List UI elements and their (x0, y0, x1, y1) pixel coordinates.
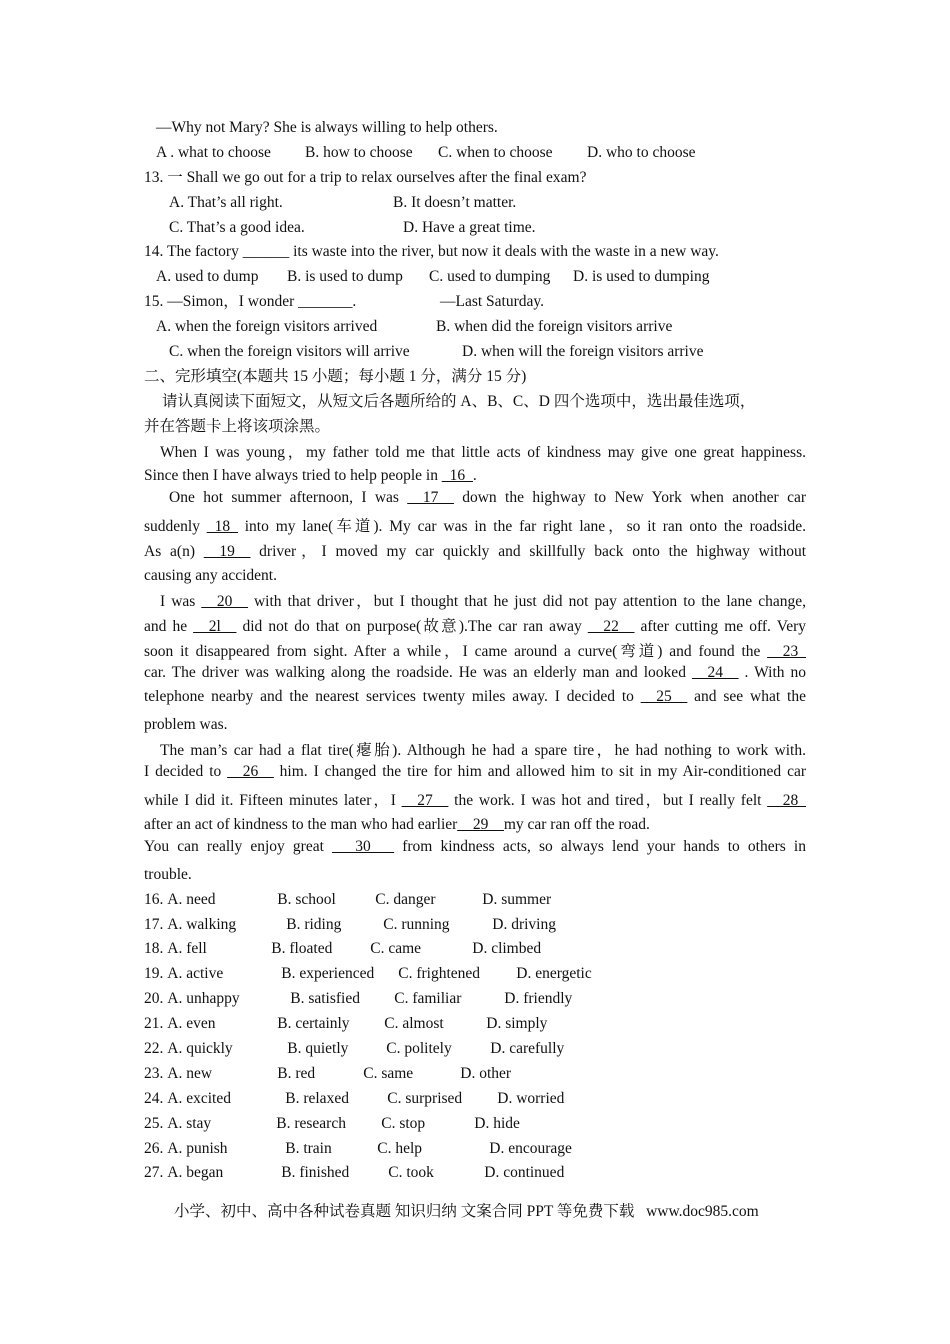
text: into my lane(车道). My car was in the far right lane，so it ran onto the roadside. (244, 518, 806, 536)
q13-options-row2 (144, 216, 806, 241)
option: A . what to choose (156, 143, 271, 161)
option: B. certainly (277, 1015, 350, 1033)
option: C. That’s a good idea. (169, 218, 305, 236)
option: B. satisfied (290, 990, 360, 1008)
q15-stem (144, 290, 806, 315)
option: B. floated (271, 940, 333, 958)
question-number: 26. (144, 1139, 164, 1157)
option: B. finished (281, 1164, 350, 1182)
blank-22: __22__ (587, 617, 635, 635)
text: down the highway to New York when another car (462, 489, 806, 507)
text: the work. I was hot and tired，but I really felt (454, 792, 762, 810)
option: D. worried (497, 1089, 565, 1107)
text: did not do that on purpose(故意).The car ran away (242, 617, 582, 635)
text: and he (144, 617, 188, 635)
option: D. carefully (490, 1039, 565, 1057)
blank-17: __17__ (407, 489, 454, 507)
option: D. driving (492, 915, 556, 933)
passage-line: The man’s car had a flat tire(瘪胎). Although he had a spare tire，he had nothing to work with. (160, 742, 806, 760)
q13-options-row1 (144, 191, 806, 216)
passage-line: causing any accident. (144, 567, 277, 585)
q14-stem: 14. The factory ______ its waste into the river, but now it deals with the waste in a new way. (144, 243, 719, 261)
question-row (144, 937, 806, 962)
option: C. when the foreign visitors will arrive (169, 343, 410, 361)
text: driver，I moved my car quickly and skillfully back onto the highway without (259, 543, 806, 561)
q15-answer: —Last Saturday. (440, 293, 545, 311)
passage-line (144, 589, 806, 614)
question-number: 17. (144, 915, 164, 933)
text: after an act of kindness to the man who had earlier (144, 815, 458, 833)
option: D. hide (474, 1114, 520, 1132)
passage-line (144, 664, 806, 689)
instruction-line: 请认真阅读下面短文，从短文后各题所给的 A、B、C、D 四个选项中，选出最佳选项， (162, 392, 756, 410)
option: D. simply (486, 1015, 548, 1033)
option: B. when did the foreign visitors arrive (436, 318, 673, 336)
option: C. familiar (394, 990, 462, 1008)
passage-line (144, 763, 806, 788)
passage-line (144, 688, 806, 713)
question-row (144, 1161, 806, 1186)
question-row (144, 888, 806, 913)
exam-page (144, 116, 806, 1186)
passage-line (144, 813, 806, 838)
footer (174, 1199, 759, 1221)
question-number: 16. (144, 890, 164, 908)
text: my car ran off the road. (503, 815, 650, 833)
text: You can really enjoy great (144, 837, 324, 855)
blank-25: __25__ (640, 688, 688, 706)
blank-28: __28_ (767, 792, 806, 810)
blank-24: __24__ (691, 663, 739, 681)
option: A. need (167, 890, 216, 908)
blank-23: __23_ (767, 642, 806, 660)
option: A. stay (167, 1114, 212, 1132)
option: A. quickly (167, 1039, 233, 1057)
blank-30: ___30___ (332, 837, 395, 855)
question-row (144, 962, 806, 987)
option: D. other (460, 1064, 512, 1082)
blank-26: __26__ (227, 763, 274, 781)
question-row (144, 1087, 806, 1112)
option: D. Have a great time. (403, 218, 536, 236)
option: C. came (370, 940, 422, 958)
question-row (144, 1037, 806, 1062)
blank-19: __19__ (203, 543, 251, 561)
option: A. fell (167, 940, 207, 958)
option: D. encourage (489, 1139, 572, 1157)
q15-question: 15. —Simon，I wonder _______. (144, 293, 357, 311)
option: B. research (276, 1114, 346, 1132)
question-number: 19. (144, 965, 164, 983)
option: B. It doesn’t matter. (393, 193, 517, 211)
option: C. running (383, 915, 450, 933)
passage-line (144, 464, 806, 489)
option: C. almost (384, 1015, 444, 1033)
section-heading: 二、完形填空(本题共 15 小题；每小题 1 分，满分 15 分) (144, 367, 527, 385)
option: C. politely (386, 1039, 452, 1057)
question-number: 24. (144, 1089, 164, 1107)
instruction-line: 并在答题卡上将该项涂黑。 (144, 417, 331, 435)
passage-line (144, 614, 806, 639)
footer-url: www.doc985.com (646, 1203, 759, 1220)
question-number: 25. (144, 1114, 164, 1132)
option: D. continued (484, 1164, 565, 1182)
question-number: 20. (144, 990, 164, 1008)
blank-20: __20__ (201, 592, 248, 610)
text: . With no (744, 663, 806, 681)
option: B. red (277, 1064, 316, 1082)
option: D. when will the foreign visitors arrive (462, 343, 704, 361)
option: D. is used to dumping (573, 268, 710, 286)
passage-line (144, 838, 806, 863)
option: C. when to choose (438, 143, 553, 161)
option: A. used to dump (156, 268, 259, 286)
option: B. riding (286, 915, 342, 933)
passage-line (144, 489, 806, 514)
question-row (144, 913, 806, 938)
passage-line (144, 639, 806, 664)
text: him. I changed the tire for him and allowed him to sit in my Air-conditioned car (279, 763, 806, 781)
question-number: 21. (144, 1015, 164, 1033)
option: A. unhappy (167, 990, 240, 1008)
text: One hot summer afternoon, I was (169, 489, 399, 507)
option: C. same (363, 1064, 414, 1082)
option: C. help (377, 1139, 423, 1157)
footer-text: 小学、初中、高中各种试卷真题 知识归纳 文案合同 PPT 等免费下载 (174, 1203, 635, 1220)
option: A. even (167, 1015, 216, 1033)
option: B. train (285, 1139, 332, 1157)
text: with that driver，but I thought that he just did not pay attention to the lane change, (253, 592, 806, 610)
option: A. began (167, 1164, 224, 1182)
text: I was (160, 592, 196, 610)
blank-18: _18_ (206, 518, 238, 536)
option: D. climbed (472, 940, 542, 958)
option: D. summer (482, 890, 552, 908)
q15-options-row2 (144, 340, 806, 365)
blank-16: _16_ (441, 467, 473, 485)
option: B. school (277, 890, 336, 908)
option: B. how to choose (305, 143, 413, 161)
text: and see what the (694, 688, 806, 706)
option: C. surprised (387, 1089, 463, 1107)
question-number: 22. (144, 1039, 164, 1057)
options-list (144, 888, 806, 1187)
text: car. The driver was walking along the roadside. He was an elderly man and looked (144, 663, 686, 681)
passage-line: trouble. (144, 865, 192, 883)
text: As a(n) (144, 543, 204, 561)
passage-line (144, 539, 806, 564)
option: B. experienced (281, 965, 375, 983)
option: D. friendly (504, 990, 573, 1008)
text: soon it disappeared from sight. After a while，I came around a curve(弯道) and found the (144, 642, 761, 660)
text: Since then I have always tried to help people in (144, 467, 442, 485)
option: A. That’s all right. (169, 193, 283, 211)
passage-line (144, 514, 806, 539)
text: suddenly (144, 518, 207, 536)
option: D. who to choose (587, 143, 696, 161)
option: A. active (167, 965, 224, 983)
question-row (144, 1012, 806, 1037)
question-row (144, 1112, 806, 1137)
option: C. stop (381, 1114, 426, 1132)
passage-line: problem was. (144, 716, 228, 734)
option: A. excited (167, 1089, 231, 1107)
option: C. took (388, 1164, 434, 1182)
option: C. danger (375, 890, 436, 908)
text: after cutting me off. Very (640, 617, 806, 635)
text: from kindness acts, so always lend your hands to others in (402, 837, 806, 855)
text: . (472, 467, 477, 485)
question-number: 18. (144, 940, 164, 958)
question-number: 23. (144, 1064, 164, 1082)
option: B. relaxed (285, 1089, 349, 1107)
option: B. quietly (287, 1039, 349, 1057)
question-row (144, 1062, 806, 1087)
option: B. is used to dump (287, 268, 403, 286)
question-row (144, 1137, 806, 1162)
passage-line (144, 788, 806, 813)
question-number: 27. (144, 1164, 164, 1182)
blank-21: __2l__ (193, 617, 237, 635)
q15-options-row1 (144, 315, 806, 340)
q13-stem: 13. 一 Shall we go out for a trip to relax ourselves after the final exam? (144, 168, 587, 186)
text: while I did it. Fifteen minutes later，I (144, 792, 396, 810)
blank-27: __27__ (401, 792, 449, 810)
option: A. new (167, 1064, 213, 1082)
text: I decided to (144, 763, 222, 781)
q12-options (144, 141, 806, 166)
option: A. when the foreign visitors arrived (156, 318, 378, 336)
option: C. frightened (398, 965, 481, 983)
option: A. walking (167, 915, 237, 933)
passage-line: When I was young，my father told me that little acts of kindness may give one great happiness. (160, 443, 806, 461)
text: telephone nearby and the nearest services twenty miles away. I decided to (144, 688, 641, 706)
option: D. energetic (516, 965, 592, 983)
q14-options (144, 265, 806, 290)
option: C. used to dumping (429, 268, 551, 286)
q12-line: —Why not Mary? She is always willing to help others. (156, 119, 498, 136)
option: A. punish (167, 1139, 228, 1157)
question-row (144, 987, 806, 1012)
blank-29: __29__ (457, 815, 504, 833)
